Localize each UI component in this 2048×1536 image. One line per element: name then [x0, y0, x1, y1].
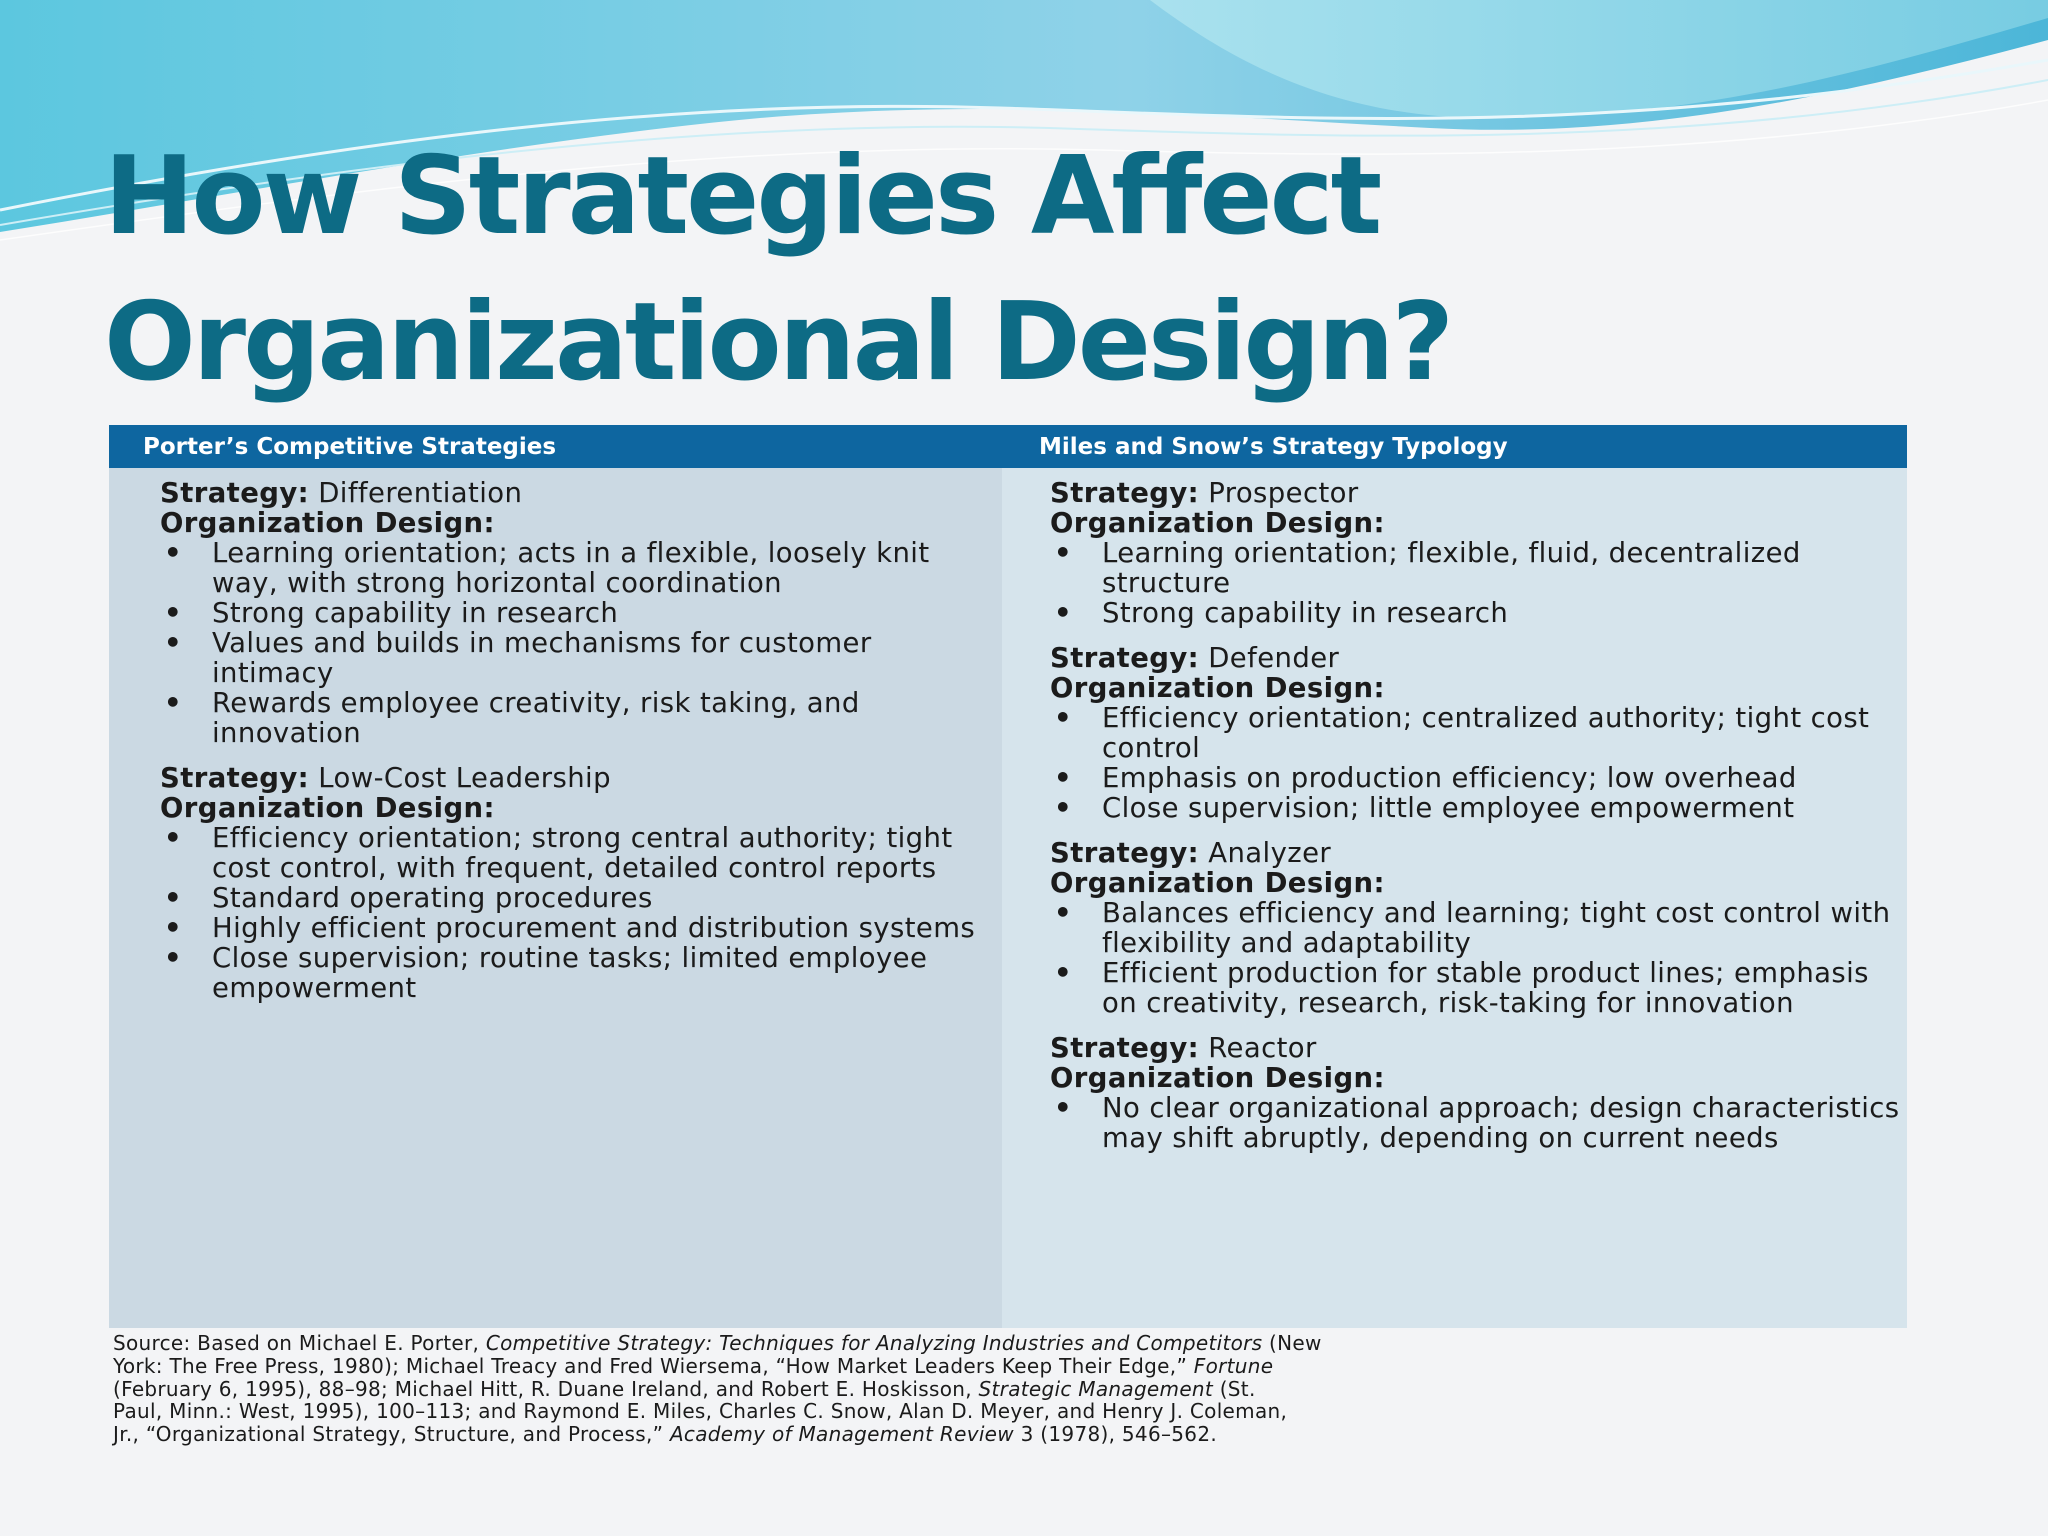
- strategy-name: Reactor: [1208, 1032, 1317, 1064]
- source-line: [113, 1423, 1913, 1446]
- design-label: Organization Design:: [1050, 672, 1385, 704]
- design-list: [1050, 538, 1907, 628]
- design-list: [1050, 703, 1907, 823]
- design-item: • Highly efficient procurement and distribution systems: [160, 913, 1002, 943]
- strategy-name: Defender: [1208, 642, 1340, 674]
- source-line: Paul, Minn.: West, 1995), 100–113; and Raymond E. Miles, Charles C. Snow, Alan D. Meyer, and Henry J. Coleman,: [113, 1399, 1288, 1424]
- design-item: • Strong capability in research: [160, 598, 1002, 628]
- source-citation: [113, 1332, 1913, 1446]
- design-item: • Rewards employee creativity, risk taking, and innovation: [160, 688, 1002, 748]
- design-list: [160, 538, 1002, 748]
- strategy-comparison-table: [109, 425, 1907, 1328]
- design-label: Organization Design:: [160, 507, 495, 539]
- strategy-block: [1050, 1033, 1907, 1153]
- source-line: [113, 1355, 1913, 1378]
- design-label: Organization Design:: [1050, 507, 1385, 539]
- source-text: 3 (1978), 546–562.: [1013, 1422, 1218, 1447]
- design-label: Organization Design:: [1050, 1062, 1385, 1094]
- source-text: Jr., “Organizational Strategy, Structure, and Process,”: [113, 1422, 670, 1447]
- source-line: [113, 1332, 1913, 1355]
- strategy-label: Strategy:: [160, 477, 310, 509]
- strategy-block: [1050, 478, 1907, 628]
- strategy-block: [160, 478, 1002, 748]
- strategy-label: Strategy:: [1050, 477, 1200, 509]
- design-item: • Efficient production for stable product lines; emphasis on creativity, research, risk-taking for innovation: [1050, 958, 1907, 1018]
- source-text: York: The Free Press, 1980); Michael Treacy and Fred Wiersema, “How Market Leaders Keep Their Edge,”: [113, 1353, 1194, 1378]
- strategy-line: [160, 763, 1002, 793]
- strategy-name: Low-Cost Leadership: [318, 762, 611, 794]
- design-label: Organization Design:: [1050, 867, 1385, 899]
- source-title: Academy of Management Review: [669, 1422, 1014, 1447]
- design-list: [1050, 1093, 1907, 1153]
- strategy-label: Strategy:: [1050, 1032, 1200, 1064]
- header-porter: Porter’s Competitive Strategies: [143, 434, 557, 460]
- source-text: Source: Based on Michael E. Porter,: [113, 1331, 486, 1355]
- strategy-label: Strategy:: [1050, 642, 1200, 674]
- strategy-name: Prospector: [1208, 477, 1359, 509]
- source-text: (New: [1262, 1331, 1322, 1355]
- header-miles-snow: Miles and Snow’s Strategy Typology: [1039, 434, 1508, 460]
- slide-title: [104, 124, 1604, 416]
- design-item: • Close supervision; little employee empowerment: [1050, 793, 1907, 823]
- strategy-name: Differentiation: [318, 477, 523, 509]
- strategy-block: [1050, 838, 1907, 1018]
- design-list: [1050, 898, 1907, 1018]
- source-title: Competitive Strategy: Techniques for Analyzing Industries and Competitors: [485, 1331, 1263, 1355]
- source-title: Fortune: [1193, 1353, 1274, 1378]
- strategy-line: [160, 478, 1002, 508]
- table-header-bar: [109, 425, 1907, 468]
- slide-title-line-2: Organizational Design?: [104, 280, 1452, 405]
- design-list: [160, 823, 1002, 1003]
- source-text: (St.: [1213, 1376, 1256, 1401]
- design-item: • Close supervision; routine tasks; limited employee empowerment: [160, 943, 1002, 1003]
- design-label: Organization Design:: [160, 792, 495, 824]
- design-item: • Efficiency orientation; strong central authority; tight cost control, with frequent, detailed control reports: [160, 823, 1002, 883]
- design-item: • Emphasis on production efficiency; low overhead: [1050, 763, 1907, 793]
- column-porter: [109, 468, 1002, 1328]
- strategy-line: [1050, 838, 1907, 868]
- design-item: • Values and builds in mechanisms for customer intimacy: [160, 628, 1002, 688]
- source-title: Strategic Management: [978, 1376, 1214, 1401]
- design-item: • Learning orientation; flexible, fluid, decentralized structure: [1050, 538, 1907, 598]
- strategy-block: [1050, 643, 1907, 823]
- design-item: • No clear organizational approach; design characteristics may shift abruptly, depending on current needs: [1050, 1093, 1907, 1153]
- design-item: • Efficiency orientation; centralized authority; tight cost control: [1050, 703, 1907, 763]
- strategy-block: [160, 763, 1002, 1003]
- strategy-label: Strategy:: [1050, 837, 1200, 869]
- design-item: • Learning orientation; acts in a flexible, loosely knit way, with strong horizontal coordination: [160, 538, 1002, 598]
- slide-title-line-1: How Strategies Affect: [104, 134, 1380, 259]
- column-miles-snow: [1002, 468, 1907, 1328]
- strategy-line: [1050, 478, 1907, 508]
- source-text: (February 6, 1995), 88–98; Michael Hitt, R. Duane Ireland, and Robert E. Hoskisson,: [113, 1376, 979, 1401]
- design-item: • Balances efficiency and learning; tight cost control with flexibility and adaptability: [1050, 898, 1907, 958]
- design-item: • Standard operating procedures: [160, 883, 1002, 913]
- source-line: [113, 1378, 1913, 1401]
- design-item: • Strong capability in research: [1050, 598, 1907, 628]
- strategy-label: Strategy:: [160, 762, 310, 794]
- strategy-line: [1050, 1033, 1907, 1063]
- strategy-line: [1050, 643, 1907, 673]
- strategy-name: Analyzer: [1208, 837, 1332, 869]
